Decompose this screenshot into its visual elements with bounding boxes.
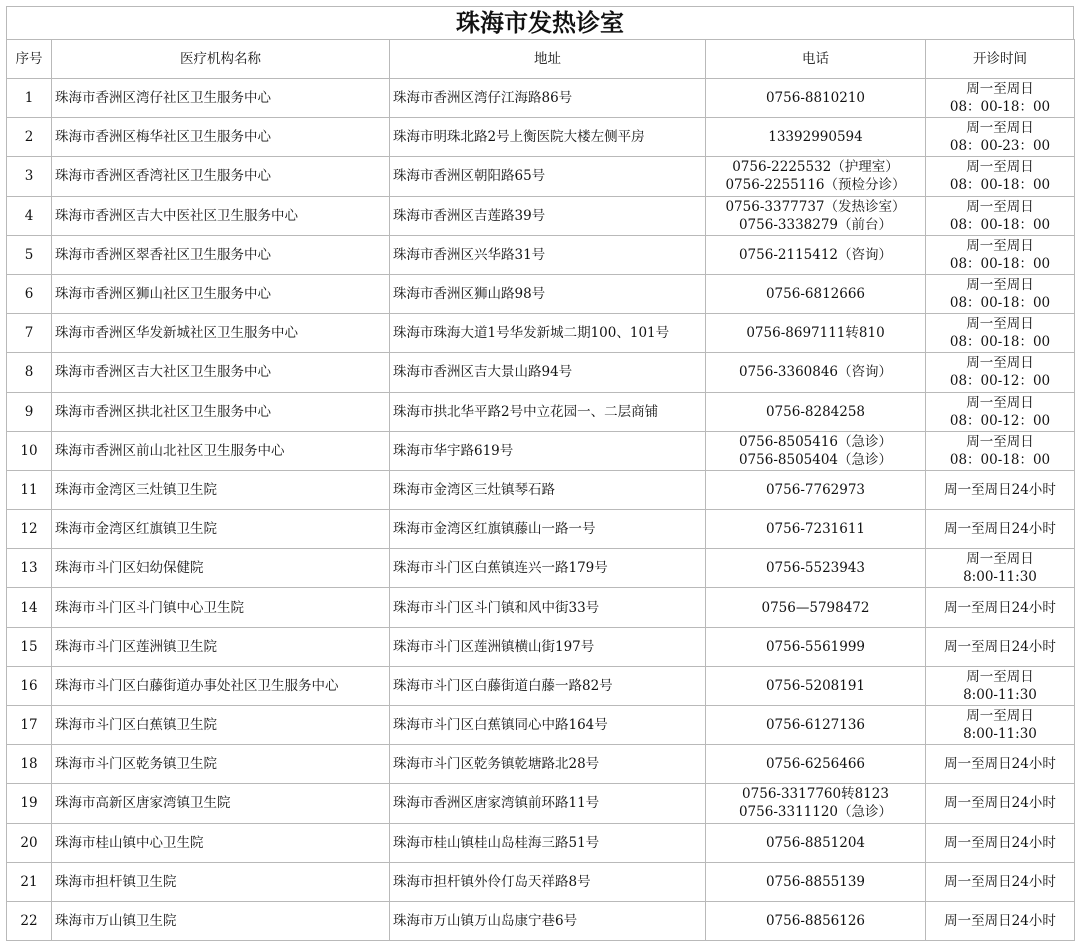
hours-cell-line: 08：00-18：00	[949, 255, 1051, 272]
row-number: 4	[7, 196, 52, 235]
hours-cell-line: 周一至周日	[966, 355, 1034, 372]
institution-address: 珠海市香洲区吉莲路39号	[390, 196, 706, 235]
table-row	[7, 235, 1075, 274]
row-number: 2	[7, 118, 52, 157]
institution-address: 珠海市斗门区莲洲镇横山街197号	[390, 627, 706, 666]
institution-name: 珠海市香洲区吉大中医社区卫生服务中心	[52, 196, 390, 235]
phone-cell-line: 13392990594	[768, 129, 863, 146]
hours-cell	[926, 274, 1075, 313]
phone-cell	[706, 706, 926, 745]
phone-cell-line: 0756-7762973	[765, 481, 866, 498]
phone-cell-line: 0756-3338279（前台）	[738, 216, 893, 233]
phone-cell	[706, 314, 926, 353]
phone-cell	[706, 823, 926, 862]
phone-cell	[706, 353, 926, 392]
hours-cell	[926, 901, 1075, 940]
phone-cell	[706, 196, 926, 235]
table-row	[7, 510, 1075, 549]
hours-cell-line: 08：00-12：00	[949, 412, 1051, 429]
header-no: 序号	[7, 40, 52, 79]
hours-cell-line: 周一至周日	[966, 668, 1034, 685]
hours-cell-line: 周一至周日	[966, 81, 1034, 98]
phone-cell-line: 0756-3360846（咨询）	[738, 364, 893, 381]
phone-cell-line: 0756-6256466	[765, 756, 866, 773]
institution-address: 珠海市华宇路619号	[390, 431, 706, 470]
table-title: 珠海市发热诊室	[6, 6, 1074, 39]
phone-cell	[706, 862, 926, 901]
hours-cell	[926, 157, 1075, 196]
institution-name: 珠海市斗门区莲洲镇卫生院	[52, 627, 390, 666]
institution-address: 珠海市斗门区白蕉镇连兴一路179号	[390, 549, 706, 588]
phone-cell-line: 0756-8505404（急诊）	[738, 451, 893, 468]
row-number: 5	[7, 235, 52, 274]
institution-name: 珠海市香洲区梅华社区卫生服务中心	[52, 118, 390, 157]
phone-cell	[706, 901, 926, 940]
table-row	[7, 118, 1075, 157]
institution-address: 珠海市万山镇万山岛康宁巷6号	[390, 901, 706, 940]
hours-cell	[926, 235, 1075, 274]
table-row	[7, 745, 1075, 784]
hours-cell	[926, 862, 1075, 901]
spreadsheet	[6, 6, 1074, 941]
hours-cell-line: 08：00-12：00	[949, 373, 1051, 390]
institution-name: 珠海市香洲区湾仔社区卫生服务中心	[52, 79, 390, 118]
row-number: 21	[7, 862, 52, 901]
hours-cell-line: 周一至周日24小时	[944, 599, 1056, 616]
phone-cell-line: 0756-8284258	[765, 403, 866, 420]
row-number: 15	[7, 627, 52, 666]
hours-cell-line: 08：00-18：00	[949, 334, 1051, 351]
phone-cell-line: 0756-6812666	[765, 286, 866, 303]
phone-cell-line: 0756-2225532（护理室）	[732, 159, 899, 176]
hours-cell	[926, 392, 1075, 431]
institution-name: 珠海市高新区唐家湾镇卫生院	[52, 784, 390, 823]
institution-name: 珠海市斗门区妇幼保健院	[52, 549, 390, 588]
institution-address: 珠海市香洲区兴华路31号	[390, 235, 706, 274]
hours-cell-line: 08：00-18：00	[949, 295, 1051, 312]
table-row	[7, 79, 1075, 118]
phone-cell	[706, 745, 926, 784]
phone-cell-line: 0756-3317760转8123	[742, 786, 889, 803]
table-row	[7, 784, 1075, 823]
hours-cell	[926, 823, 1075, 862]
institution-name: 珠海市斗门区白藤街道办事处社区卫生服务中心	[52, 666, 390, 705]
hours-cell-line: 周一至周日24小时	[944, 795, 1056, 812]
institution-address: 珠海市斗门区白蕉镇同心中路164号	[390, 706, 706, 745]
hours-cell	[926, 510, 1075, 549]
institution-address: 珠海市斗门区白藤街道白藤一路82号	[390, 666, 706, 705]
institution-name: 珠海市香洲区华发新城社区卫生服务中心	[52, 314, 390, 353]
clinic-table	[6, 39, 1075, 941]
institution-name: 珠海市斗门区斗门镇中心卫生院	[52, 588, 390, 627]
phone-cell-line: 0756-5523943	[765, 560, 866, 577]
institution-address: 珠海市担杆镇外伶仃岛天祥路8号	[390, 862, 706, 901]
institution-address: 珠海市香洲区狮山路98号	[390, 274, 706, 313]
phone-cell-line: 0756-8697111转810	[746, 325, 885, 342]
phone-cell	[706, 118, 926, 157]
phone-cell-line: 0756-8856126	[765, 913, 866, 930]
phone-cell	[706, 157, 926, 196]
header-address: 地址	[390, 40, 706, 79]
hours-cell-line: 8:00-11:30	[963, 569, 1037, 586]
row-number: 1	[7, 79, 52, 118]
institution-name: 珠海市香洲区翠香社区卫生服务中心	[52, 235, 390, 274]
phone-cell-line: 0756-7231611	[765, 521, 866, 538]
hours-cell	[926, 118, 1075, 157]
hours-cell-line: 周一至周日	[966, 433, 1034, 450]
institution-name: 珠海市香洲区香湾社区卫生服务中心	[52, 157, 390, 196]
table-row	[7, 706, 1075, 745]
hours-cell	[926, 706, 1075, 745]
hours-cell-line: 周一至周日24小时	[944, 521, 1056, 538]
phone-cell-line: 0756-8851204	[765, 834, 866, 851]
phone-cell-line: 0756-8810210	[765, 90, 866, 107]
phone-cell-line: 0756-5208191	[765, 677, 866, 694]
institution-name: 珠海市万山镇卫生院	[52, 901, 390, 940]
institution-name: 珠海市香洲区狮山社区卫生服务中心	[52, 274, 390, 313]
row-number: 9	[7, 392, 52, 431]
phone-cell	[706, 470, 926, 509]
table-row	[7, 627, 1075, 666]
row-number: 11	[7, 470, 52, 509]
hours-cell-line: 周一至周日	[966, 237, 1034, 254]
phone-cell	[706, 627, 926, 666]
table-row	[7, 588, 1075, 627]
phone-cell-line: 0756-5561999	[765, 638, 866, 655]
table-row	[7, 549, 1075, 588]
phone-cell	[706, 392, 926, 431]
hours-cell-line: 08：00-18：00	[949, 451, 1051, 468]
row-number: 12	[7, 510, 52, 549]
row-number: 6	[7, 274, 52, 313]
phone-cell	[706, 666, 926, 705]
hours-cell-line: 周一至周日	[966, 394, 1034, 411]
row-number: 16	[7, 666, 52, 705]
header-hours: 开诊时间	[926, 40, 1075, 79]
hours-cell-line: 08：00-23：00	[949, 138, 1051, 155]
phone-cell-line: 0756-3377737（发热诊室）	[725, 198, 906, 215]
row-number: 22	[7, 901, 52, 940]
hours-cell-line: 8:00-11:30	[963, 686, 1037, 703]
institution-name: 珠海市金湾区红旗镇卫生院	[52, 510, 390, 549]
hours-cell-line: 周一至周日	[966, 708, 1034, 725]
phone-cell	[706, 274, 926, 313]
phone-cell-line: 0756-6127136	[765, 717, 866, 734]
hours-cell	[926, 784, 1075, 823]
hours-cell	[926, 353, 1075, 392]
institution-address: 珠海市香洲区吉大景山路94号	[390, 353, 706, 392]
hours-cell-line: 周一至周日24小时	[944, 834, 1056, 851]
hours-cell-line: 08：00-18：00	[949, 99, 1051, 116]
hours-cell	[926, 470, 1075, 509]
hours-cell	[926, 745, 1075, 784]
institution-name: 珠海市香洲区吉大社区卫生服务中心	[52, 353, 390, 392]
hours-cell	[926, 79, 1075, 118]
row-number: 19	[7, 784, 52, 823]
institution-address: 珠海市斗门区乾务镇乾塘路北28号	[390, 745, 706, 784]
row-number: 7	[7, 314, 52, 353]
hours-cell-line: 周一至周日	[966, 198, 1034, 215]
phone-cell	[706, 235, 926, 274]
hours-cell	[926, 196, 1075, 235]
institution-name: 珠海市桂山镇中心卫生院	[52, 823, 390, 862]
hours-cell-line: 周一至周日24小时	[944, 481, 1056, 498]
phone-cell	[706, 588, 926, 627]
hours-cell	[926, 588, 1075, 627]
hours-cell-line: 周一至周日24小时	[944, 638, 1056, 655]
hours-cell-line: 周一至周日	[966, 159, 1034, 176]
hours-cell-line: 08：00-18：00	[949, 177, 1051, 194]
hours-cell	[926, 549, 1075, 588]
institution-name: 珠海市香洲区拱北社区卫生服务中心	[52, 392, 390, 431]
institution-name: 珠海市香洲区前山北社区卫生服务中心	[52, 431, 390, 470]
row-number: 3	[7, 157, 52, 196]
table-row	[7, 823, 1075, 862]
hours-cell	[926, 627, 1075, 666]
hours-cell-line: 周一至周日24小时	[944, 756, 1056, 773]
row-number: 13	[7, 549, 52, 588]
phone-cell	[706, 549, 926, 588]
table-row	[7, 353, 1075, 392]
hours-cell-line: 周一至周日	[966, 277, 1034, 294]
header-phone: 电话	[706, 40, 926, 79]
row-number: 14	[7, 588, 52, 627]
phone-cell	[706, 784, 926, 823]
table-row	[7, 314, 1075, 353]
institution-name: 珠海市金湾区三灶镇卫生院	[52, 470, 390, 509]
hours-cell-line: 周一至周日24小时	[944, 913, 1056, 930]
table-row	[7, 470, 1075, 509]
institution-name: 珠海市斗门区白蕉镇卫生院	[52, 706, 390, 745]
institution-address: 珠海市珠海大道1号华发新城二期100、101号	[390, 314, 706, 353]
table-row	[7, 196, 1075, 235]
hours-cell	[926, 666, 1075, 705]
hours-cell-line: 08：00-18：00	[949, 216, 1051, 233]
hours-cell-line: 周一至周日	[966, 551, 1034, 568]
hours-cell-line: 周一至周日24小时	[944, 873, 1056, 890]
institution-address: 珠海市金湾区三灶镇琴石路	[390, 470, 706, 509]
row-number: 8	[7, 353, 52, 392]
table-row	[7, 274, 1075, 313]
phone-cell-line: 0756-2115412（咨询）	[738, 246, 893, 263]
header-name: 医疗机构名称	[52, 40, 390, 79]
institution-address: 珠海市明珠北路2号上衡医院大楼左侧平房	[390, 118, 706, 157]
phone-cell-line: 0756—5798472	[761, 599, 870, 616]
phone-cell	[706, 431, 926, 470]
table-row	[7, 901, 1075, 940]
table-row	[7, 157, 1075, 196]
institution-address: 珠海市金湾区红旗镇藤山一路一号	[390, 510, 706, 549]
institution-address: 珠海市桂山镇桂山岛桂海三路51号	[390, 823, 706, 862]
row-number: 10	[7, 431, 52, 470]
row-number: 18	[7, 745, 52, 784]
header-row	[7, 40, 1075, 79]
table-row	[7, 666, 1075, 705]
hours-cell-line: 8:00-11:30	[963, 726, 1037, 743]
hours-cell	[926, 314, 1075, 353]
institution-name: 珠海市斗门区乾务镇卫生院	[52, 745, 390, 784]
row-number: 20	[7, 823, 52, 862]
table-row	[7, 392, 1075, 431]
phone-cell-line: 0756-8855139	[765, 873, 866, 890]
row-number: 17	[7, 706, 52, 745]
phone-cell-line: 0756-8505416（急诊）	[738, 433, 893, 450]
institution-name: 珠海市担杆镇卫生院	[52, 862, 390, 901]
hours-cell	[926, 431, 1075, 470]
phone-cell	[706, 79, 926, 118]
institution-address: 珠海市香洲区唐家湾镇前环路11号	[390, 784, 706, 823]
table-row	[7, 862, 1075, 901]
hours-cell-line: 周一至周日	[966, 316, 1034, 333]
phone-cell-line: 0756-3311120（急诊）	[738, 804, 893, 821]
phone-cell-line: 0756-2255116（预检分诊）	[725, 177, 906, 194]
institution-address: 珠海市香洲区朝阳路65号	[390, 157, 706, 196]
institution-address: 珠海市香洲区湾仔江海路86号	[390, 79, 706, 118]
institution-address: 珠海市拱北华平路2号中立花园一、二层商铺	[390, 392, 706, 431]
institution-address: 珠海市斗门区斗门镇和风中街33号	[390, 588, 706, 627]
table-row	[7, 431, 1075, 470]
phone-cell	[706, 510, 926, 549]
hours-cell-line: 周一至周日	[966, 120, 1034, 137]
